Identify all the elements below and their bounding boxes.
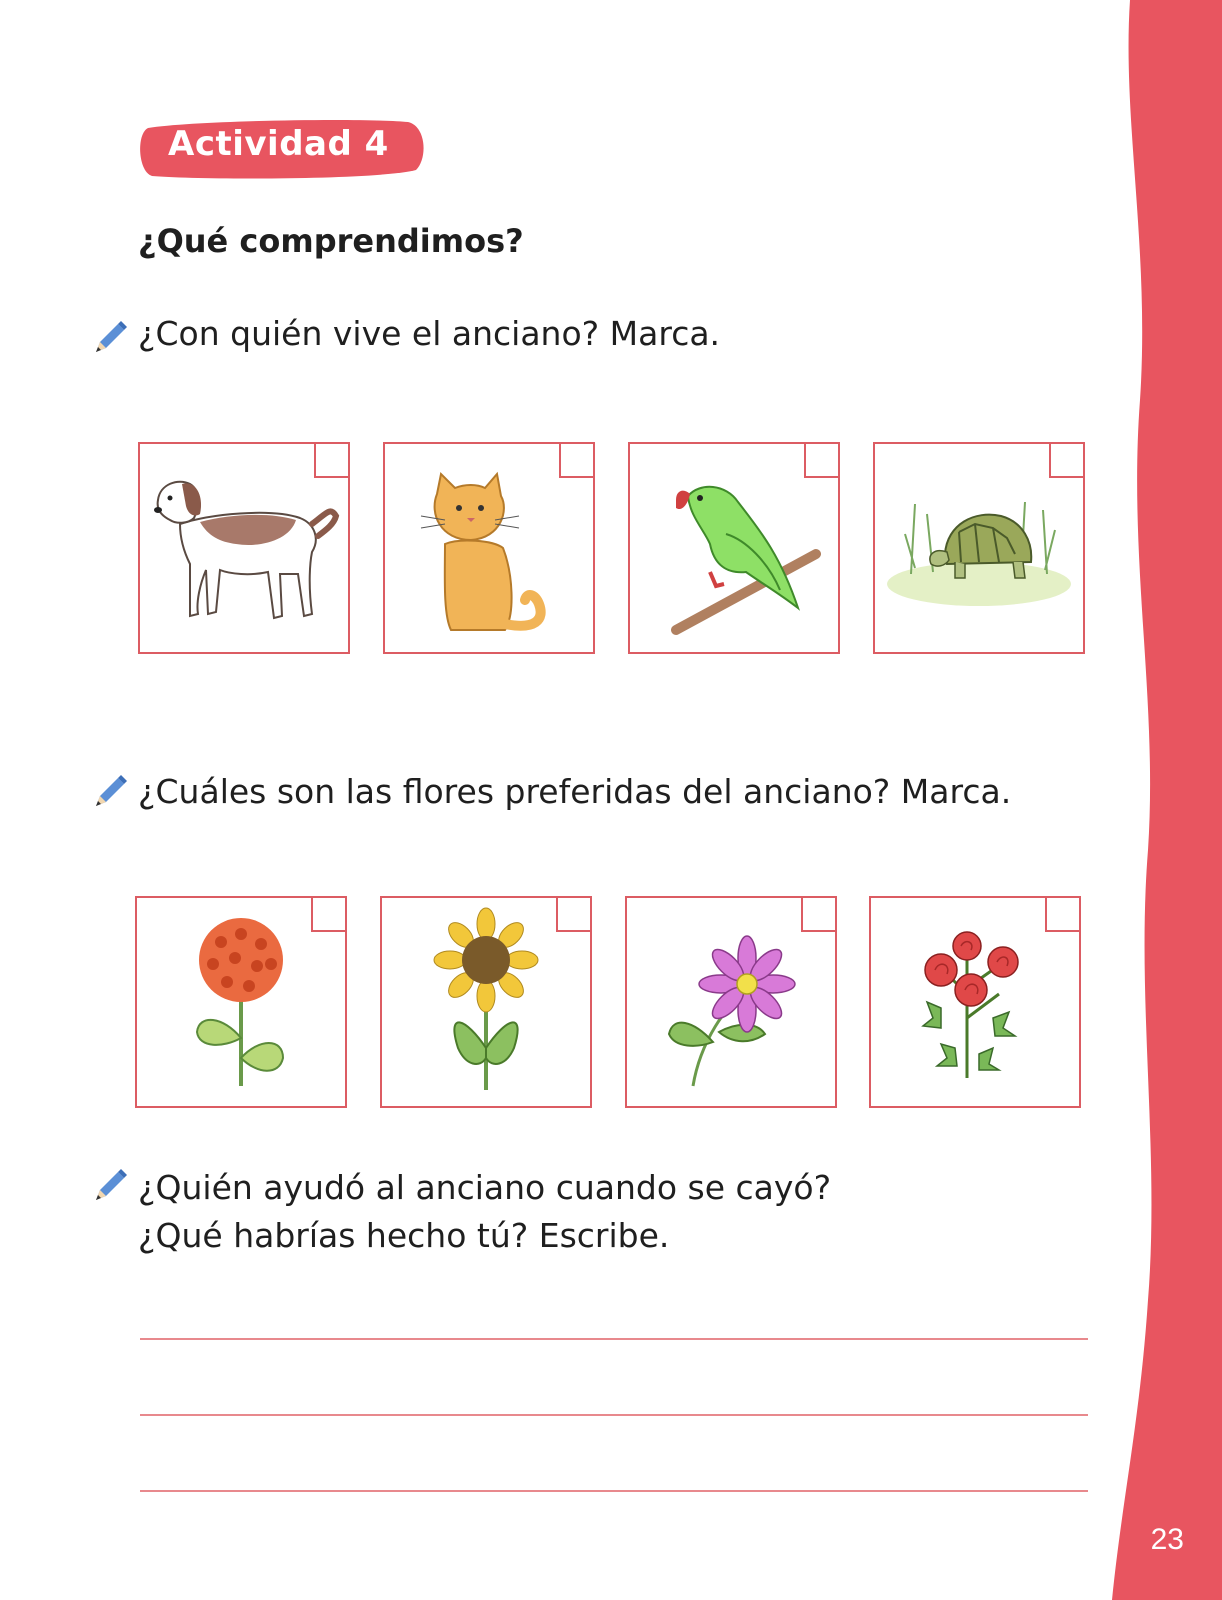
question-3-line-1: ¿Quién ayudó al anciano cuando se cayó? [138, 1168, 832, 1207]
animal-card-turtle[interactable] [873, 442, 1085, 654]
pencil-icon [90, 772, 130, 812]
question-3-line-2: ¿Qué habrías hecho tú? Escribe. [138, 1216, 670, 1255]
animal-card-dog[interactable] [138, 442, 350, 654]
pencil-icon [90, 318, 130, 358]
turtle-icon [875, 444, 1083, 652]
flower-card-sunflower[interactable] [380, 896, 592, 1108]
question-1: ¿Con quién vive el anciano? Marca. [138, 314, 721, 353]
rose-icon [871, 898, 1079, 1106]
pencil-icon [90, 1166, 130, 1206]
page-number: 23 [1150, 1523, 1184, 1556]
flower-card-geranium[interactable] [135, 896, 347, 1108]
writing-line[interactable] [140, 1490, 1088, 1492]
flower-card-daisy[interactable] [625, 896, 837, 1108]
animal-card-cat[interactable] [383, 442, 595, 654]
cat-icon [385, 444, 593, 652]
section-title: ¿Qué comprendimos? [138, 222, 524, 260]
sunflower-icon [382, 898, 590, 1106]
flower-card-rose[interactable] [869, 896, 1081, 1108]
dog-icon [140, 444, 348, 652]
daisy-icon [627, 898, 835, 1106]
animal-card-parrot[interactable] [628, 442, 840, 654]
parrot-icon [630, 444, 838, 652]
question-2: ¿Cuáles son las flores preferidas del anciano? Marca. [138, 772, 1012, 811]
geranium-icon [137, 898, 345, 1106]
activity-label: Actividad 4 [168, 124, 389, 164]
writing-line[interactable] [140, 1414, 1088, 1416]
writing-line[interactable] [140, 1338, 1088, 1340]
